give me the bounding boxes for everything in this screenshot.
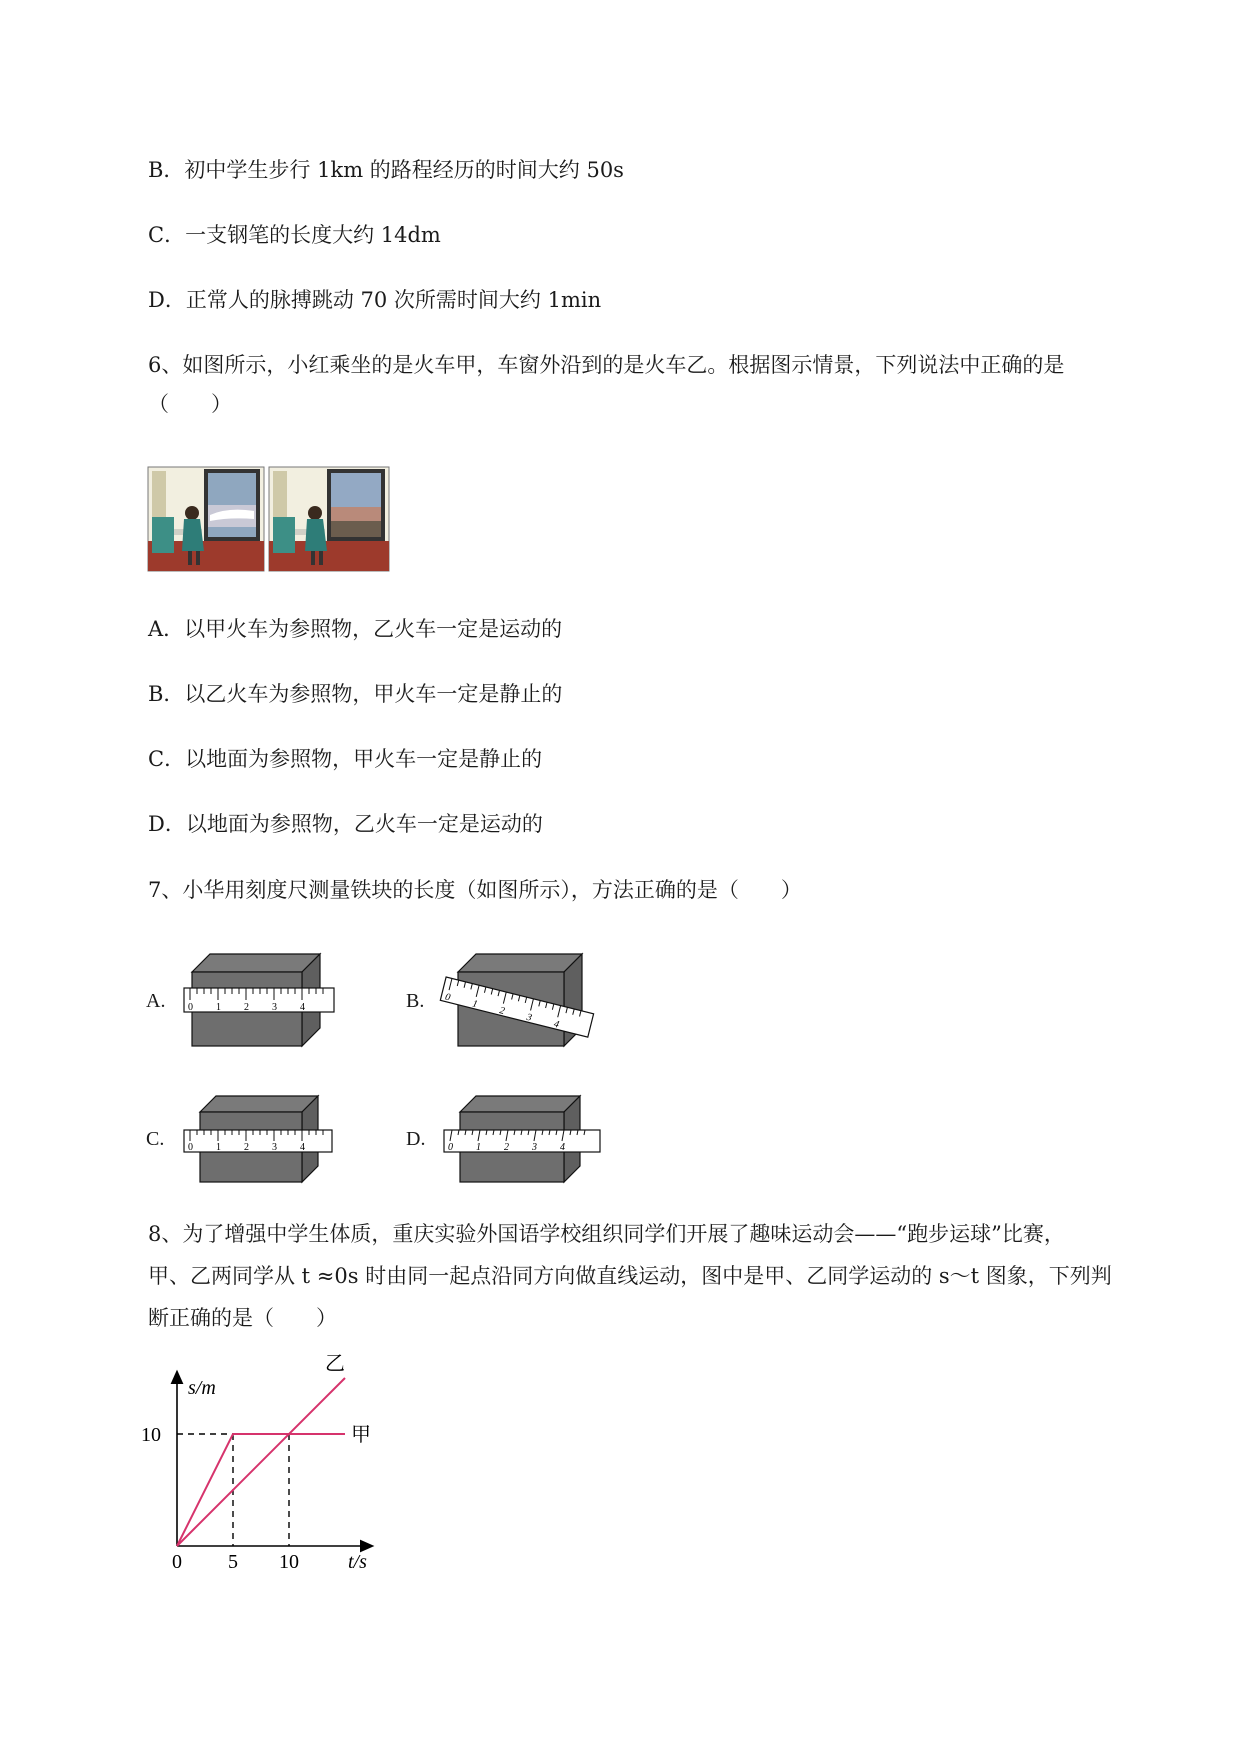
ruler-d-tick-0: 0 bbox=[448, 1142, 453, 1153]
x-tick-label-5: 5 bbox=[228, 1551, 238, 1573]
ruler-c-tick-0: 0 bbox=[188, 1142, 193, 1153]
train-window-scene-1 bbox=[148, 467, 264, 571]
q7-figure-c bbox=[180, 1090, 340, 1190]
ruler-b-tick-3: 3 bbox=[525, 1011, 533, 1024]
ruler-c-tick-1: 1 bbox=[216, 1142, 221, 1153]
q7-label-d: D. bbox=[406, 1128, 426, 1150]
q7-label-b: B. bbox=[406, 990, 425, 1012]
q6-option-b: B．以乙火车为参照物，甲火车一定是静止的 bbox=[148, 682, 563, 706]
ruler-a-tick-2: 2 bbox=[244, 1002, 249, 1013]
q7-label-c: C. bbox=[146, 1128, 165, 1150]
ruler-c-tick-4: 4 bbox=[300, 1142, 305, 1153]
q5-option-b: B．初中学生步行 1km 的路程经历的时间大约 50s bbox=[148, 158, 624, 182]
q8-stem-line2: 甲、乙两同学从 t ≈0s 时由同一起点沿同方向做直线运动，图中是甲、乙同学运动的 s～t 图象，下列判 bbox=[148, 1264, 1112, 1288]
y-tick-label-10: 10 bbox=[141, 1424, 161, 1446]
q8-stem-line3: 断正确的是（ ） bbox=[148, 1306, 337, 1330]
ruler-a-tick-1: 1 bbox=[216, 1002, 221, 1013]
ruler-b-tick-0: 0 bbox=[443, 991, 452, 1004]
series-label-jia: 甲 bbox=[351, 1424, 371, 1446]
x-tick-label-10: 10 bbox=[279, 1551, 299, 1573]
q7-figure-d bbox=[440, 1090, 610, 1190]
ruler-c-tick-3: 3 bbox=[272, 1142, 277, 1153]
series-line-jia bbox=[177, 1434, 345, 1546]
y-axis-label: s/m bbox=[188, 1377, 216, 1399]
ruler-b-tick-2: 2 bbox=[498, 1005, 506, 1018]
series-line-yi bbox=[177, 1378, 345, 1546]
q7-stem: 7、小华用刻度尺测量铁块的长度（如图所示），方法正确的是（ ） bbox=[148, 878, 802, 902]
x-tick-label-0: 0 bbox=[172, 1551, 182, 1573]
q6-option-c: C．以地面为参照物，甲火车一定是静止的 bbox=[148, 747, 543, 771]
q6-option-d: D．以地面为参照物，乙火车一定是运动的 bbox=[148, 812, 543, 836]
ruler-a-tick-4: 4 bbox=[300, 1002, 305, 1013]
q8-stem-line1: 8、为了增强中学生体质，重庆实验外国语学校组织同学们开展了趣味运动会——“跑步运球”比赛， bbox=[148, 1222, 1065, 1246]
q6-stem-line1: 6、如图所示，小红乘坐的是火车甲，车窗外沿到的是火车乙。根据图示情景，下列说法中正确的是 bbox=[148, 353, 1065, 377]
q6-stem-line2: （ ） bbox=[148, 392, 232, 416]
q5-option-d: D．正常人的脉搏跳动 70 次所需时间大约 1min bbox=[148, 288, 602, 312]
ruler-b-tick-4: 4 bbox=[552, 1018, 561, 1031]
q7-label-a: A. bbox=[146, 990, 166, 1012]
ruler-d-tick-3: 3 bbox=[532, 1142, 537, 1153]
q6-train-illustration bbox=[148, 467, 391, 571]
ruler-a-tick-0: 0 bbox=[188, 1002, 193, 1013]
ruler-d-tick-2: 2 bbox=[504, 1142, 509, 1153]
ruler-b-tick-1: 1 bbox=[471, 998, 479, 1011]
q6-option-a: A．以甲火车为参照物，乙火车一定是运动的 bbox=[148, 617, 563, 641]
ruler-c-tick-2: 2 bbox=[244, 1142, 249, 1153]
x-axis-label: t/s bbox=[348, 1551, 367, 1573]
q7-figure-b bbox=[440, 950, 610, 1050]
train-window-scene-2 bbox=[269, 467, 389, 571]
q7-figure-a bbox=[180, 950, 340, 1050]
q5-option-c: C．一支钢笔的长度大约 14dm bbox=[148, 223, 441, 247]
ruler-d-tick-4: 4 bbox=[560, 1142, 565, 1153]
ruler-d-tick-1: 1 bbox=[476, 1142, 481, 1153]
series-label-yi: 乙 bbox=[325, 1353, 345, 1375]
q8-st-chart bbox=[140, 1353, 400, 1585]
ruler-a-tick-3: 3 bbox=[272, 1002, 277, 1013]
